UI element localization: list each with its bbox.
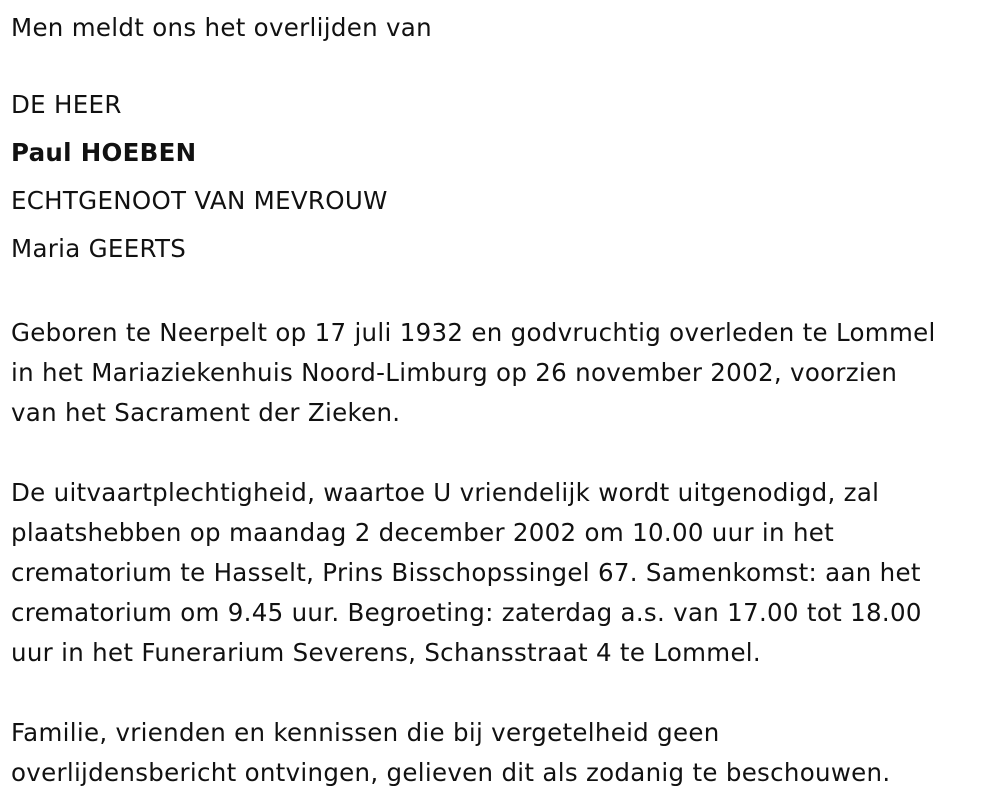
paragraph-line: Geboren te Neerpelt op 17 juli 1932 en godvruchtig overleden te Lommel [11,318,936,347]
spacer [11,673,996,713]
paragraph-line: overlijdensbericht ontvingen, gelieven dit als zodanig te beschouwen. [11,758,891,787]
paragraph-line: De uitvaartplechtigheid, waartoe U vriendelijk wordt uitgenodigd, zal [11,478,880,507]
paragraph-line: crematorium te Hasselt, Prins Bisschopssingel 67. Samenkomst: aan het [11,558,921,587]
paragraph-line: in het Mariaziekenhuis Noord-Limburg op 26 november 2002, voorzien [11,358,898,387]
birth-death-paragraph [11,313,996,433]
paragraph-line: uur in het Funerarium Severens, Schansstraat 4 te Lommel. [11,638,762,667]
ceremony-paragraph [11,473,996,673]
intro-text: Men meldt ons het overlijden van [11,13,432,42]
paragraph-line: plaatshebben op maandag 2 december 2002 om 10.00 uur in het [11,518,835,547]
deceased-title: DE HEER [11,90,122,119]
closing-paragraph [11,713,996,793]
spouse-name: Maria GEERTS [11,234,187,263]
deceased-name: Paul HOEBEN [11,138,197,167]
spacer [11,433,996,473]
paragraph-line: van het Sacrament der Zieken. [11,398,401,427]
relation-text: ECHTGENOOT VAN MEVROUW [11,186,388,215]
paragraph-line: Familie, vrienden en kennissen die bij vergetelheid geen [11,718,720,747]
spacer [11,273,996,313]
paragraph-line: crematorium om 9.45 uur. Begroeting: zaterdag a.s. van 17.00 tot 18.00 [11,598,922,627]
death-notice [11,8,996,793]
spacer [11,48,996,81]
name-block [11,81,996,273]
